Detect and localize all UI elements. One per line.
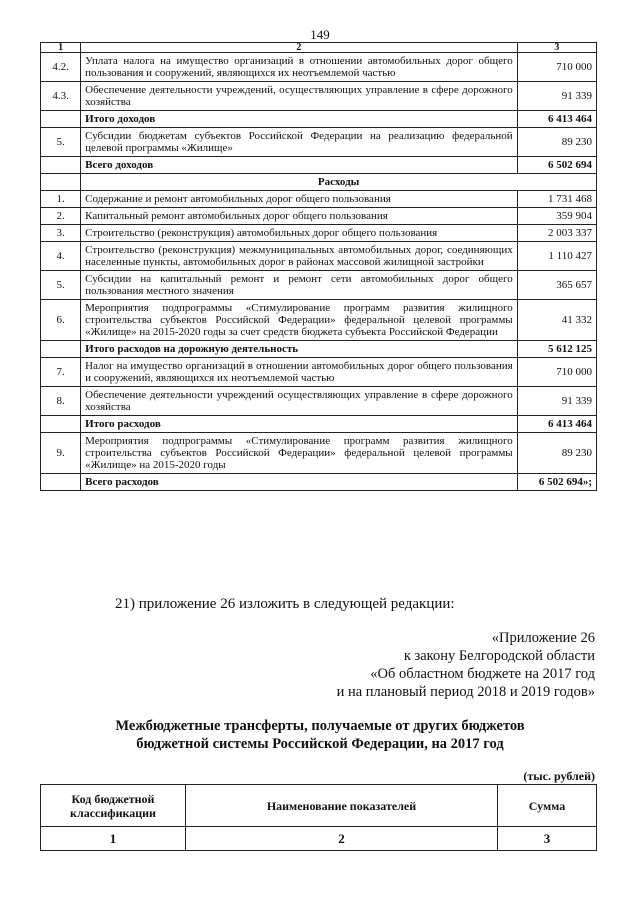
total-row: [41, 341, 597, 358]
row-sum: 710 000: [517, 53, 596, 82]
table-row: [41, 208, 597, 225]
budget-table-body: [41, 43, 597, 491]
units-label: (тыс. рублей): [523, 769, 595, 783]
column-number: 3: [517, 43, 596, 53]
row-number: 4.3.: [41, 82, 81, 111]
row-sum: 89 230: [517, 433, 596, 474]
column-number: 3: [498, 827, 597, 851]
table-row: [41, 358, 597, 387]
row-sum: 710 000: [517, 358, 596, 387]
table-row: [41, 271, 597, 300]
row-number: [41, 174, 81, 191]
row-name: Субсидии бюджетам субъектов Российской Федерации на реализацию федеральной целевой программы «Жилище»: [81, 128, 518, 157]
row-number: 4.2.: [41, 53, 81, 82]
row-name: Строительство (реконструкция) межмуниципальных автомобильных дорог, соединяющих населенные пункты, автомобильных дорог в районах массовой жилищной застройки: [81, 242, 518, 271]
row-sum: 91 339: [517, 82, 596, 111]
row-name: Обеспечение деятельности учреждений, осуществляющих управление в сфере дорожного хозяйства: [81, 82, 518, 111]
row-number: [41, 157, 81, 174]
table-row: [41, 300, 597, 341]
row-sum: 1 110 427: [517, 242, 596, 271]
row-number: 2.: [41, 208, 81, 225]
page-number: 149: [310, 27, 330, 42]
row-number: 7.: [41, 358, 81, 387]
row-name: Всего расходов: [81, 474, 518, 491]
table-row: [41, 387, 597, 416]
table-row: [41, 82, 597, 111]
row-number: 8.: [41, 387, 81, 416]
row-number: 5.: [41, 271, 81, 300]
appendix-line: к закону Белгородской области: [403, 648, 595, 664]
row-name: Мероприятия подпрограммы «Стимулирование программ развития жилищного строительства субъектов Российской Федерации» федеральной целевой программы «Жилище» на 2015-2020 годы: [81, 433, 518, 474]
budget-table: [40, 42, 597, 491]
row-number: 5.: [41, 128, 81, 157]
total-row: [41, 416, 597, 433]
row-name: Строительство (реконструкция) автомобильных дорог общего пользования: [81, 225, 518, 242]
row-sum: 6 502 694»;: [517, 474, 596, 491]
row-sum: 1 731 468: [517, 191, 596, 208]
heading-line: бюджетной системы Российской Федерации, на 2017 год: [136, 736, 504, 752]
row-number: [41, 111, 81, 128]
row-name: Налог на имущество организаций в отношении автомобильных дорог общего пользования и сооружений, являющихся их неотъемлемой частью: [81, 358, 518, 387]
row-sum: 6 413 464: [517, 111, 596, 128]
row-sum: 41 332: [517, 300, 596, 341]
table-row: [41, 433, 597, 474]
column-number: 1: [41, 827, 186, 851]
section-title: Расходы: [81, 174, 597, 191]
transfers-header-row: [41, 785, 597, 827]
table-row: [41, 53, 597, 82]
appendix-line: «Приложение 26: [491, 630, 595, 646]
column-number: 2: [186, 827, 498, 851]
appendix-line: и на плановый период 2018 и 2019 годов»: [336, 684, 595, 700]
transfers-table: [40, 784, 597, 851]
row-sum: 2 003 337: [517, 225, 596, 242]
transfers-number-row: [41, 827, 597, 851]
row-name: Уплата налога на имущество организаций в отношении автомобильных дорог общего пользования и сооружений, являющихся их неотъемлемой частью: [81, 53, 518, 82]
row-name: Капитальный ремонт автомобильных дорог общего пользования: [81, 208, 518, 225]
column-number: 1: [41, 43, 81, 53]
header-sum: Сумма: [498, 785, 597, 827]
row-number: 9.: [41, 433, 81, 474]
total-row: [41, 157, 597, 174]
row-number: [41, 341, 81, 358]
header-indicator-name: Наименование показателей: [186, 785, 498, 827]
table-row: [41, 128, 597, 157]
row-name: Субсидии на капитальный ремонт и ремонт сети автомобильных дорог общего пользования местного значения: [81, 271, 518, 300]
appendix-header: [337, 629, 595, 701]
column-number: 2: [81, 43, 518, 53]
row-name: Итого доходов: [81, 111, 518, 128]
section-row: [41, 174, 597, 191]
header-budget-code: Код бюджетной классификации: [41, 785, 186, 827]
row-sum: 359 904: [517, 208, 596, 225]
column-number-row: [41, 43, 597, 53]
row-name: Обеспечение деятельности учреждений осуществляющих управление в сфере дорожного хозяйства: [81, 387, 518, 416]
table-row: [41, 242, 597, 271]
row-number: [41, 474, 81, 491]
row-sum: 365 657: [517, 271, 596, 300]
row-number: 1.: [41, 191, 81, 208]
row-number: 4.: [41, 242, 81, 271]
heading-line: Межбюджетные трансферты, получаемые от других бюджетов: [115, 718, 525, 734]
amendment-paragraph: 21) приложение 26 изложить в следующей редакции:: [115, 596, 455, 612]
row-name: Мероприятия подпрограммы «Стимулирование программ развития жилищного строительства субъектов Российской Федерации» федеральной целевой программы «Жилище» на 2015-2020 годы за счет средств бюджета субъекта Российской Федерации: [81, 300, 518, 341]
row-name: Содержание и ремонт автомобильных дорог общего пользования: [81, 191, 518, 208]
row-sum: 91 339: [517, 387, 596, 416]
row-number: [41, 416, 81, 433]
row-number: 3.: [41, 225, 81, 242]
row-sum: 6 502 694: [517, 157, 596, 174]
total-row: [41, 111, 597, 128]
row-name: Итого расходов на дорожную деятельность: [81, 341, 518, 358]
row-sum: 89 230: [517, 128, 596, 157]
row-sum: 6 413 464: [517, 416, 596, 433]
row-name: Итого расходов: [81, 416, 518, 433]
table-row: [41, 191, 597, 208]
row-number: 6.: [41, 300, 81, 341]
appendix-line: «Об областном бюджете на 2017 год: [370, 666, 595, 682]
table-row: [41, 225, 597, 242]
row-sum: 5 612 125: [517, 341, 596, 358]
total-row: [41, 474, 597, 491]
section-heading: [0, 717, 640, 753]
row-name: Всего доходов: [81, 157, 518, 174]
